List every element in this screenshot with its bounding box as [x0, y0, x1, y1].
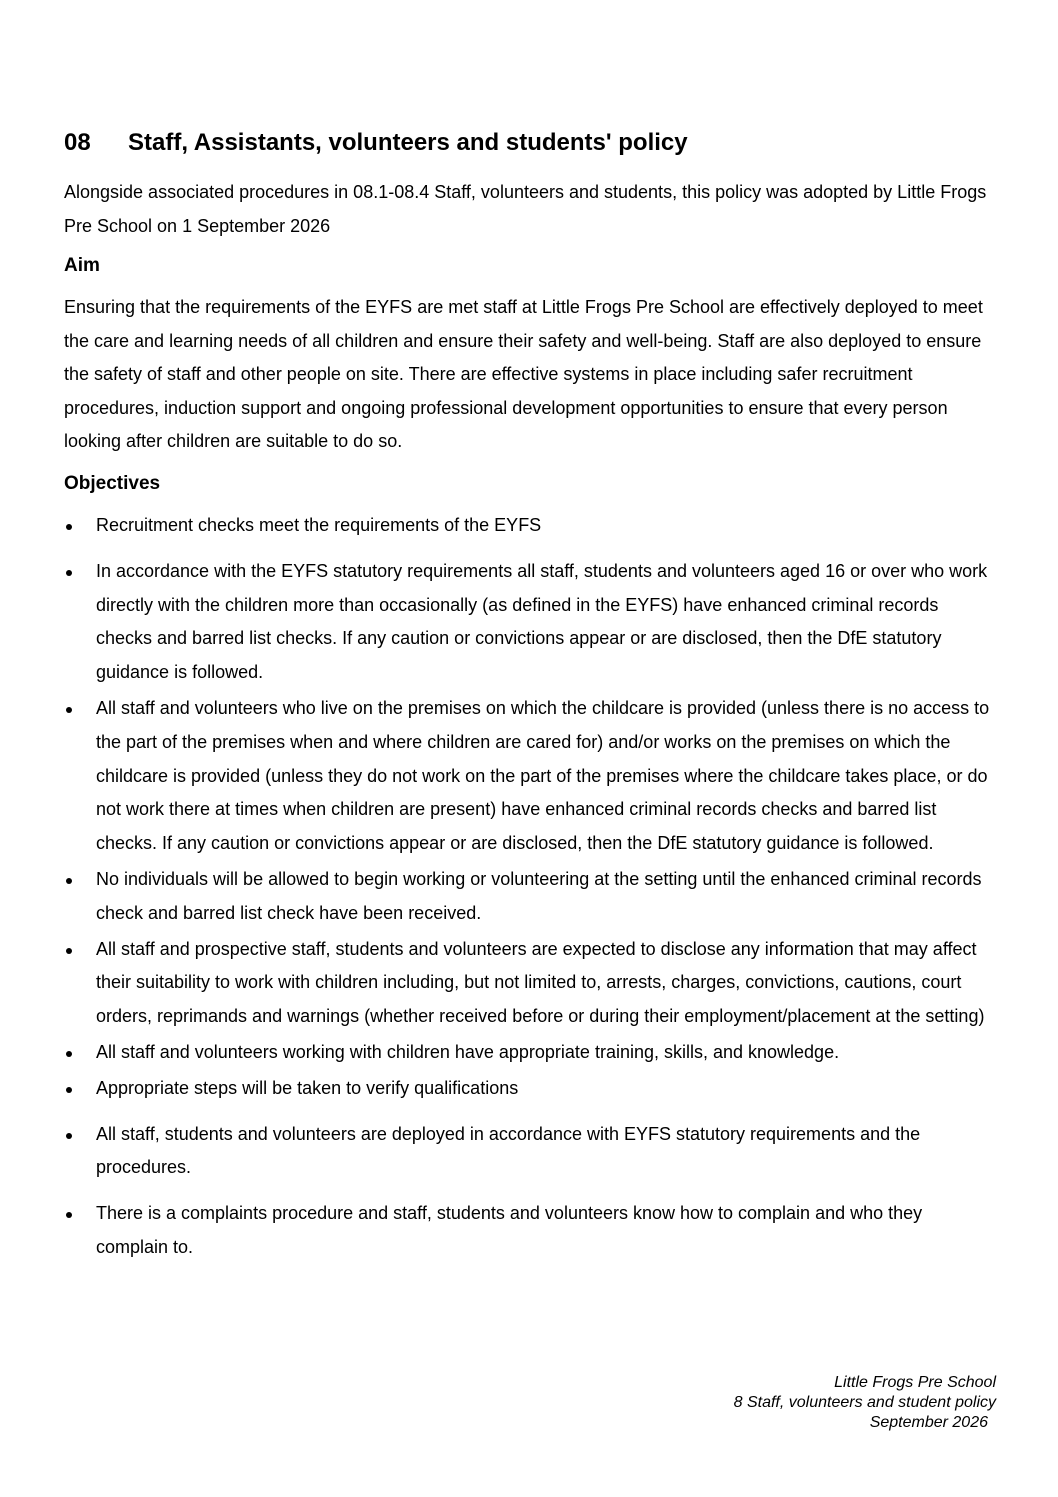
footer-date: September 2026: [869, 1414, 988, 1431]
footer-organisation: Little Frogs Pre School: [834, 1374, 996, 1391]
bullet-icon: [66, 524, 72, 530]
aim-paragraph: Ensuring that the requirements of the EYFS are met staff at Little Frogs Pre School are effectively deployed to meet the care and learning needs of all children and ensure their safety and well-being. Staff are also deployed to ensure the safety of staff and other people on site. There are effective systems in place including safer recruitment procedures, induction support and ongoing professional development opportunities to ensure that every person looking after children are suitable to do so.: [64, 297, 983, 452]
list-item-text: All staff and prospective staff, students and volunteers are expected to disclose any information that may affect their suitability to work with children including, but not limited to, arrests, charges, convictions, cautions, court orders, reprimands and warnings (whether received before or during their employment/placement at the setting): [96, 938, 985, 1027]
bullet-icon: [66, 1212, 72, 1218]
policy-title: [64, 127, 998, 159]
list-item-text: All staff and volunteers who live on the premises on which the childcare is provided (unless there is no access to the part of the premises when and where children are cared for) and/or works on the premises on which the childcare is provided (unless they do not work on the part of the premises where the childcare takes place, or do not work there at times when children are present) have enhanced criminal records checks and barred list checks. If any caution or convictions appear or are disclosed, then the DfE statutory guidance is followed.: [96, 697, 990, 854]
bullet-icon: [66, 878, 72, 884]
aim-heading: Aim: [64, 255, 100, 276]
list-item-text: Appropriate steps will be taken to verify qualifications: [96, 1077, 519, 1098]
objectives-heading: Objectives: [64, 472, 161, 494]
bullet-icon: [66, 1133, 72, 1139]
policy-number: 08: [64, 129, 91, 156]
policy-title-text: Staff, Assistants, volunteers and students' policy: [128, 129, 688, 156]
list-item-text: No individuals will be allowed to begin working or volunteering at the setting until the enhanced criminal records check and barred list check have been received.: [96, 868, 982, 923]
list-item: [64, 1118, 998, 1186]
list-item: [64, 1036, 998, 1070]
footer-document: 8 Staff, volunteers and student policy: [733, 1394, 996, 1411]
bullet-icon: [66, 948, 72, 954]
list-item: [64, 1072, 998, 1106]
bullet-icon: [66, 1087, 72, 1093]
list-item: [64, 509, 998, 543]
list-item-text: In accordance with the EYFS statutory requirements all staff, students and volunteers aged 16 or over who work directly with the children more than occasionally (as defined in the EYFS) have enhanced criminal records checks and barred list checks. If any caution or convictions appear or are disclosed, then the DfE statutory guidance is followed.: [96, 560, 988, 683]
list-item: [64, 692, 998, 861]
intro-paragraph: Alongside associated procedures in 08.1-08.4 Staff, volunteers and students, this policy was adopted by Little Frogs Pre School on 1 September 2026: [64, 182, 987, 236]
list-item-text: All staff, students and volunteers are deployed in accordance with EYFS statutory requirements and the procedures.: [96, 1123, 921, 1178]
list-item-text: There is a complaints procedure and staff, students and volunteers know how to complain and who they complain to.: [96, 1203, 923, 1257]
bullet-icon: [66, 570, 72, 576]
bullet-icon: [66, 1051, 72, 1057]
list-item-text: Recruitment checks meet the requirements of the EYFS: [96, 514, 542, 535]
list-item: [64, 863, 998, 931]
list-item-text: All staff and volunteers working with children have appropriate training, skills, and knowledge.: [96, 1041, 840, 1062]
document-page: [64, 127, 998, 1265]
list-item: [64, 933, 998, 1034]
list-item: [64, 555, 998, 690]
page-footer: [734, 1373, 996, 1433]
bullet-icon: [66, 707, 72, 713]
list-item: [64, 1197, 998, 1265]
objectives-list: [64, 509, 998, 1265]
